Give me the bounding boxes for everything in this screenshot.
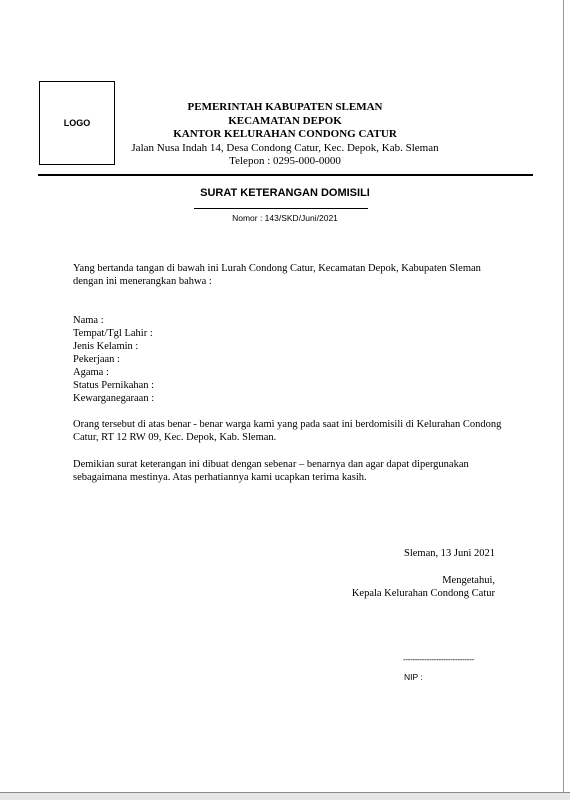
field-occupation: Pekerjaan : [73,354,120,365]
letterhead-office: KANTOR KELURAHAN CONDONG CATUR [173,128,397,140]
field-gender: Jenis Kelamin : [73,341,139,352]
page-edge [563,0,564,799]
letterhead-district: KECAMATAN DEPOK [228,114,342,127]
field-name: Nama : [73,315,104,326]
field-birth: Tempat/Tgl Lahir : [73,328,153,339]
signature-position: Kepala Kelurahan Condong Catur [351,588,495,599]
logo-label: LOGO [63,118,91,128]
logo-placeholder [39,81,115,165]
letterhead-address: Jalan Nusa Indah 14, Desa Condong Catur, Kec. Depok, Kab. Sleman [131,141,439,154]
letterhead-divider [38,174,533,176]
field-marital-status: Status Pernikahan : [73,380,155,391]
closing-paragraph: Demikian surat keterangan ini dibuat dengan sebenar – benarnya dan agar dapat dipergunakan sebagaimana mestinya. Atas perhatiannya kami ucapkan terima kasih. [73,459,469,483]
statement-paragraph: Orang tersebut di atas benar - benar warga kami yang pada saat ini berdomisili di Kelurahan Condong Catur, RT 12 RW 09, Kec. Depok, Kab. Sleman. [73,419,502,443]
letterhead [118,101,452,169]
title-underline [194,208,368,209]
field-religion: Agama : [73,367,109,378]
letter-number: Nomor : 143/SKD/Juni/2021 [232,213,338,223]
nip-label: NIP : [404,672,423,682]
field-citizenship: Kewarganegaraan : [73,393,155,404]
letter-title: SURAT KETERANGAN DOMISILI [200,187,370,199]
signature-place-date: Sleman, 13 Juni 2021 [404,548,495,559]
letterhead-government: PEMERINTAH KABUPATEN SLEMAN [187,101,383,113]
letterhead-phone: Telepon : 0295-000-0000 [229,155,341,167]
signature-line: ------------------------------ [403,655,474,664]
resident-fields [73,314,154,405]
signature-acknowledged: Mengetahui, [442,575,495,586]
intro-paragraph: Yang bertanda tangan di bawah ini Lurah Condong Catur, Kecamatan Depok, Kabupaten Sleman dengan ini menerangkan bahwa : [73,263,481,287]
